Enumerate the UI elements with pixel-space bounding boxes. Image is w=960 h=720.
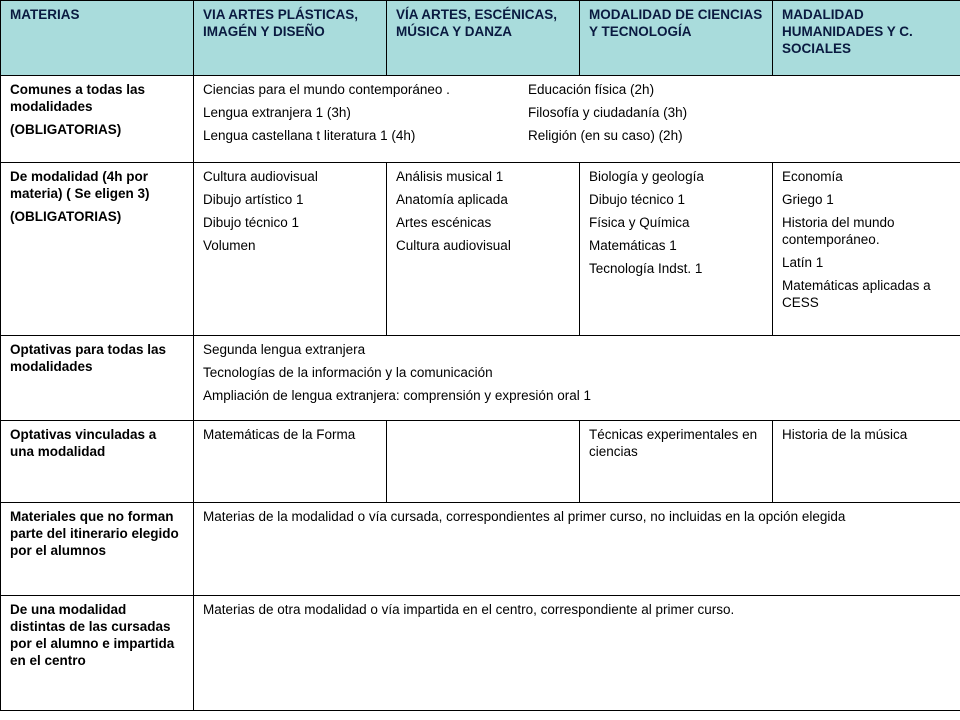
header-modalidad-ciencias: MODALIDAD DE CIENCIAS Y TECNOLOGÍA bbox=[580, 1, 773, 76]
header-row bbox=[1, 1, 960, 76]
label-modalidad-obligatorias: (OBLIGATORIAS) bbox=[10, 209, 122, 224]
subject-item: Dibujo artístico 1 bbox=[203, 192, 304, 207]
row-materiales bbox=[1, 503, 960, 596]
subject-item: Biología y geología bbox=[589, 169, 704, 184]
label-modalidad-text: De modalidad (4h por materia) ( Se eligen 3) bbox=[10, 169, 150, 201]
cell-modalidad-ciencias bbox=[580, 163, 773, 336]
subject-item: Griego 1 bbox=[782, 192, 834, 207]
subject-item: Matemáticas 1 bbox=[589, 238, 677, 253]
label-comunes-text: Comunes a todas las modalidades bbox=[10, 82, 146, 114]
header-via-artes-escenicas: VÍA ARTES, ESCÉNICAS, MÚSICA Y DANZA bbox=[387, 1, 580, 76]
subject-item: Anatomía aplicada bbox=[396, 192, 508, 207]
subject-item: Cultura audiovisual bbox=[203, 169, 318, 184]
cell-vinculadas-humanidades: Historia de la música bbox=[773, 421, 960, 503]
subject-item: Economía bbox=[782, 169, 843, 184]
cell-optativas-todas bbox=[194, 336, 960, 421]
subject-item: Análisis musical 1 bbox=[396, 169, 504, 184]
comunes-item: Lengua castellana t literatura 1 (4h) bbox=[203, 128, 416, 143]
subject-item: Matemáticas aplicadas a CESS bbox=[782, 278, 931, 310]
subject-item: Dibujo técnico 1 bbox=[589, 192, 686, 207]
header-modalidad-humanidades: MADALIDAD HUMANIDADES Y C. SOCIALES bbox=[773, 1, 960, 76]
cell-vinculadas-ciencias: Técnicas experimentales en ciencias bbox=[580, 421, 773, 503]
comunes-item: Religión (en su caso) (2h) bbox=[528, 128, 683, 143]
subject-item: Volumen bbox=[203, 238, 256, 253]
row-optativas-todas bbox=[1, 336, 960, 421]
header-via-artes-plasticas: VIA ARTES PLÁSTICAS, IMAGÉN Y DISEÑO bbox=[194, 1, 387, 76]
label-optativas-todas: Optativas para todas las modalidades bbox=[1, 336, 194, 421]
comunes-item: Ciencias para el mundo contemporáneo . bbox=[203, 82, 450, 97]
subject-item: Artes escénicas bbox=[396, 215, 492, 230]
comunes-item: Educación física (2h) bbox=[528, 82, 655, 97]
label-otra-modalidad: De una modalidad distintas de las cursadas por el alumno e impartida en el centro bbox=[1, 596, 194, 711]
cell-comunes bbox=[194, 76, 960, 163]
label-comunes bbox=[1, 76, 194, 163]
subject-item: Historia del mundo contemporáneo. bbox=[782, 215, 895, 247]
cell-vinculadas-plasticas: Matemáticas de la Forma bbox=[194, 421, 387, 503]
optativa-item: Ampliación de lengua extranjera: comprensión y expresión oral 1 bbox=[203, 388, 591, 403]
label-modalidad bbox=[1, 163, 194, 336]
header-materias: MATERIAS bbox=[1, 1, 194, 76]
label-materiales: Materiales que no forman parte del itinerario elegido por el alumnos bbox=[1, 503, 194, 596]
label-comunes-obligatorias: (OBLIGATORIAS) bbox=[10, 122, 122, 137]
subject-item: Cultura audiovisual bbox=[396, 238, 511, 253]
optativa-item: Segunda lengua extranjera bbox=[203, 342, 366, 357]
row-modalidad bbox=[1, 163, 960, 336]
row-optativas-vinculadas bbox=[1, 421, 960, 503]
cell-vinculadas-escenicas bbox=[387, 421, 580, 503]
row-comunes bbox=[1, 76, 960, 163]
subject-item: Física y Química bbox=[589, 215, 690, 230]
subject-item: Latín 1 bbox=[782, 255, 824, 270]
cell-modalidad-escenicas bbox=[387, 163, 580, 336]
subject-item: Tecnología Indst. 1 bbox=[589, 261, 703, 276]
comunes-item: Lengua extranjera 1 (3h) bbox=[203, 105, 351, 120]
cell-modalidad-plasticas bbox=[194, 163, 387, 336]
row-otra-modalidad bbox=[1, 596, 960, 711]
comunes-item: Filosofía y ciudadanía (3h) bbox=[528, 105, 688, 120]
cell-materiales: Materias de la modalidad o vía cursada, correspondientes al primer curso, no incluidas en la opción elegida bbox=[194, 503, 960, 596]
cell-modalidad-humanidades bbox=[773, 163, 960, 336]
label-optativas-vinculadas: Optativas vinculadas a una modalidad bbox=[1, 421, 194, 503]
optativa-item: Tecnologías de la información y la comunicación bbox=[203, 365, 493, 380]
cell-otra-modalidad: Materias de otra modalidad o vía impartida en el centro, correspondiente al primer curso. bbox=[194, 596, 960, 711]
subject-item: Dibujo técnico 1 bbox=[203, 215, 300, 230]
